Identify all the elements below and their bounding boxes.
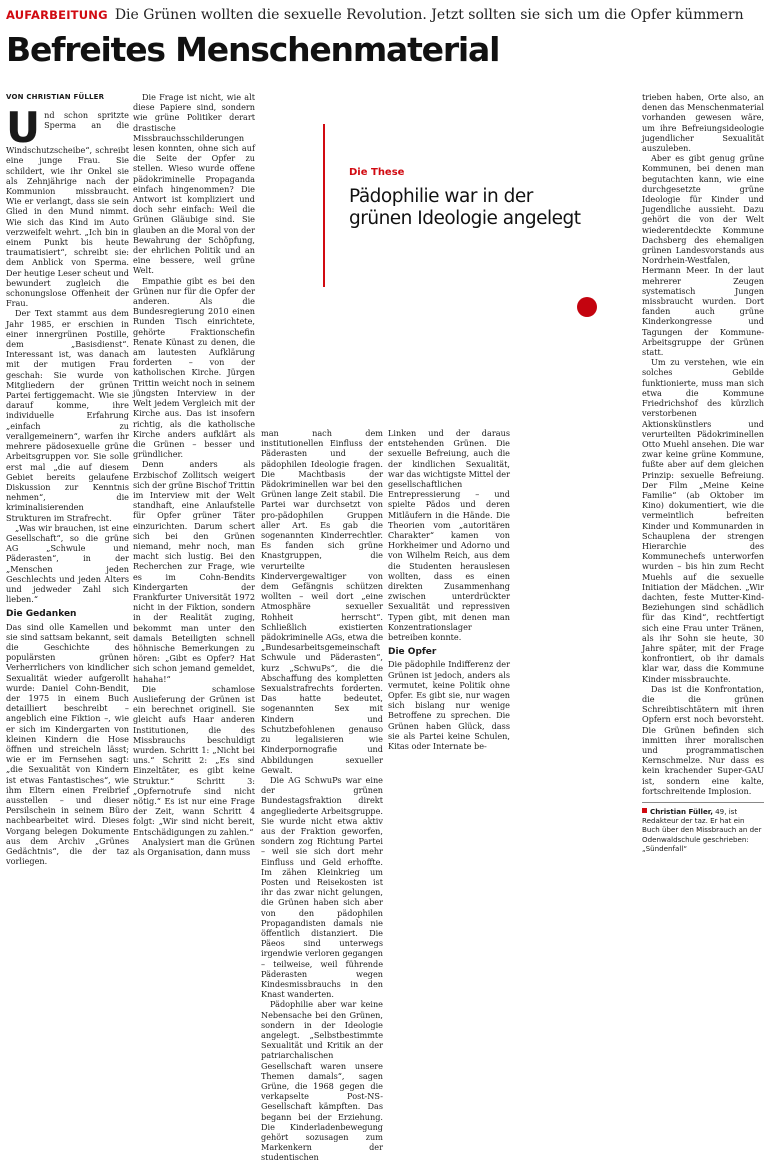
paragraph: Analysiert man die Grünen als Organisation, dann muss bbox=[133, 836, 255, 858]
author-divider bbox=[642, 802, 764, 803]
paragraph: Das sind olle Kamellen und sie sind sattsam bekannt, seit die Geschichte des populärsten grünen Verherrlichers von kindlicher Sexualität wieder aufgerollt wurde: Daniel Cohn-Bendit, der 1975 in einem Buch detailliert beschreibt – angeblich eine Fiktion –, wie er sich im Kindergarten von kleinen Kindern die Hose öffnen und streicheln lässt; wie er im Fernsehen sagt: „die Sexualität von Kindern ist etwas Fantastisches“, wie ihm Eltern einen Freibrief ausstellen – und dieser Persilschein in seinem Büro nachbearbeitet wird. Dieses Vorgang belegen Dokumente aus dem Archiv „Grünes Gedächtnis“, die der taz vorliegen. bbox=[6, 621, 129, 867]
thesis-kicker: Die These bbox=[349, 167, 405, 178]
column-1 bbox=[6, 92, 129, 867]
paragraph: Denn anders als Erzbischof Zollitsch weigert sich der grüne Bischof Trittin im Interview mit der Welt standhaft, eine Anlaufstelle für Opfer grüner Täter einzurichten. Darum schert sich bei den Grünen niemand, mehr noch, man macht sich lustig. Bei den Recherchen zur Frage, wie es im Cohn-Bendits Kindergarten der Frankfurter Universität 1972 nicht in der Fiktion, sondern in der Realität zuging, bekommt man unter den damals Beteiligten schnell höhnische Bemerkungen zu hören: „Gibt es Opfer? Hat sich schon jemand gemeldet, hahaha!“ bbox=[133, 459, 255, 684]
paragraph: Und schon spritzte Sperma an die Windschutzscheibe“, schreibt eine junge Frau. Sie schildert, wie ihr Onkel sie als Zehnjährige nach der Kommunion missbraucht. Wie er verlangt, dass sie sein Glied in den Mund nimmt. Wie sich das Kind im Auto verzweifelt wehrt. „Ich bin in einem Punkt bis heute traumatisiert“, schreibt sie: dem Anblick von Sperma. Der heutige Leser scheut und bewundert zugleich die schonungslose Offenheit der Frau. bbox=[6, 103, 129, 309]
paragraph: Aber es gibt genug grüne Kommunen, bei denen man begutachten kann, wie eine durchgesetzte grüne Ideologie für Kinder und Jugendliche aussieht. Dazu gehört die von der Welt wiederentdeckte Kommune Dachsberg des ehemaligen grünen Landesvorstands aus Nordrhein-Westfalen, Hermann Meer. In der laut mehrerer Zeugen systematisch Jungen missbraucht wurden. Dort fanden auch grüne Kinderkongresse und Tagungen der Kommune-Arbeitsgruppe der Grünen statt. bbox=[642, 153, 764, 358]
paragraph: Um zu verstehen, wie ein solches Gebilde funktionierte, muss man sich etwa die Kommune Friedrichshof des kürzlich verstorbenen Aktionskünstlers und verurteilten Pädokriminellen Otto Muehl ansehen. Die war zwar keine grüne Kommune, fußte aber auf dem gleichen Prinzip: sexuelle Befreiung. Der Film „Meine Keine Familie“ (ab Oktober im Kino) dokumentiert, wie die vermeintlich befreiten Kinder und Kommunarden in Schauplena der strengen Hierarchie des Kommunechefs unterworfen wurden – bis hin zum Recht Muehls auf die sexuelle Initiation der Mädchen. „Wir dachten, feste Mutter-Kind-Beziehungen sind schädlich für das Kind“, rechtfertigt sich eine Frau unter Tränen, als ihr Sohn sie heute, 30 Jahre später, mit der Frage konfrontiert, ob ihr damals klar war, dass die Kommune Kinder missbrauchte. bbox=[642, 357, 764, 684]
thesis-title: Pädophilie war in der grünen Ideologie angelegt bbox=[349, 186, 581, 229]
paragraph: Die Frage ist nicht, wie alt diese Papiere sind, sondern wie grüne Politiker derart drastische Missbrauchsschilderungen lesen konnten, ohne sich auf die Seite der Opfer zu stellen. Wieso wurde offene pädokriminelle Propaganda einfach hingenommen? Die Antwort ist kompliziert und doch sehr einfach: Weil die Grünen Gläubige sind. Sie glauben an die Moral von der Bewahrung der Schöpfung, der ehrlichen Politik und an eine bessere, weil grüne Welt. bbox=[133, 92, 255, 276]
section-heading: Die Gedanken bbox=[6, 609, 77, 620]
author-bio: 49, ist Redakteur der taz. Er hat ein Buch über den Missbrauch an der Odenwaldschule geschrieben: „Sündenfall“ bbox=[642, 807, 762, 853]
paragraph: „Was wir brauchen, ist eine Gesellschaft“, so die grüne AG „Schwule und Päderasten“, in der „Menschen jeden Geschlechts und jeden Alters und jedweder Zahl sich lieben.“ bbox=[6, 522, 129, 605]
square-bullet-icon bbox=[642, 808, 647, 813]
header-line bbox=[6, 4, 766, 24]
paragraph: Die pädophile Indifferenz der Grünen ist jedoch, anders als vermutet, keine Politik ohne Opfer. Es gibt sie, nur wagen sich bislang nur wenige Betroffene zu sprechen. Die Grünen haben Glück, dass sie als Partei keine Schulen, Kitas oder Internate be- bbox=[388, 659, 510, 752]
column-2 bbox=[133, 92, 255, 858]
subheadline: Die Grünen wollten die sexuelle Revolution. Jetzt sollten sie sich um die Opfer kümmern bbox=[114, 7, 744, 23]
thesis-rule bbox=[323, 124, 325, 287]
column-3 bbox=[261, 428, 383, 1163]
section-heading: Die Opfer bbox=[388, 647, 437, 658]
paragraph: Die AG SchwuPs war eine der grünen Bundestagsfraktion direkt angegliederte Arbeitsgruppe. Sie wurde nicht etwa aktiv aus der Fraktion geworfen, sondern zog Richtung Partei – weil sie sich dort mehr Einfluss und Geld erhoffte. Im zähen Kleinkrieg um Posten und Reisekosten ist ihr das zwar nicht gelungen, die Grünen haben sich aber von den pädophilen Propagandisten damals nie öffentlich distanziert. Die Päeos sind unterwegs irgendwie verloren gegangen – teilweise, weil führende Päderasten wegen Kindesmissbrauchs in den Knast wanderten. bbox=[261, 774, 383, 1000]
headline: Befreites Menschenmaterial bbox=[6, 30, 500, 69]
paragraph: man nach dem institutionellen Einfluss der Päderasten und der pädophilen Ideologie fragen. Die Machtbasis der Pädokriminellen war bei den Grünen lange Zeit stabil. Die Partei war durchsetzt von pro-pädophilen Gruppen aller Art. Es gab die sogenannten Kinderrechtler. Es fanden sich grüne Knastgruppen, die verurteilte Kindervergewaltiger von dem Gefängnis schützen wollten – weil dort „eine Atmosphäre sexueller Rohheit herrscht“. Schließlich existierten pädokriminelle AGs, etwa die „Bundesarbeitsgemeinschaft Schwule und Päderasten“, kurz „SchwuPs“, die die Abschaffung des kompletten Sexualstrafrechts forderten. Das hatte bedeutet, sogenannten Sex mit Kindern und Schutzbefohlenen genauso zu legalisieren wie Kinderpornografie und Abbildungen sexueller Gewalt. bbox=[261, 428, 383, 775]
paragraph: Pädophilie aber war keine Nebensache bei den Grünen, sondern in der Ideologie angelegt. „Selbstbestimmte Sexualität und Kritik an der patriarchalischen Gesellschaft waren unsere Themen damals“, sagen Grüne, die 1968 gegen die verkapselte Post-NS-Gesellschaft kämpften. Das begann bei der Erziehung. Die Kinderladenbewegung gehört sozusagen zum Markenkern der studentischen bbox=[261, 999, 383, 1163]
paragraph: Linken und der daraus entstehenden Grünen. Die sexuelle Befreiung, auch die der kindlichen Sexualität, war das wichtigste Mittel der gesellschaftlichen Entrepressierung – und spielte Pädos und deren Mitläufern in die Hände. Die Theorien vom „autoritären Charakter“ kamen von Horkheimer und Adorno und von Wilhelm Reich, aus dem die Studenten herauslesen wollten, dass es einen direkten Zusammenhang zwischen unterdrückter Sexualität und repressiven Typen gibt, mit denen man Konzentrationslager betreiben konnte. bbox=[388, 428, 510, 643]
paragraph: Empathie gibt es bei den Grünen nur für die Opfer der anderen. Als die Bundesregierung 2010 einen Runden Tisch einrichtete, gehörte Fraktionschefin Renate Künast zu denen, die am lautesten Aufklärung forderten – von der katholischen Kirche. Jürgen Trittin weicht noch in seinem jüngsten Interview in der Welt jedem Vergleich mit der Kirche aus. Das ist insofern richtig, als die katholische Kirche anders aufklärt als die Grünen – besser und gründlicher. bbox=[133, 275, 255, 460]
paragraph: trieben haben, Orte also, an denen das Menschenmaterial vorhanden gewesen wäre, um ihre Befreiungsideologie jugendlicher Sexualität auszuleben. bbox=[642, 92, 764, 154]
column-4 bbox=[388, 428, 510, 752]
paragraph: Die schamlose Auslieferung der Grünen ist ein berechnet originell. Sie gleicht aufs Haar anderen Institutionen, die des Missbrauchs beschuldigt wurden. Schritt 1: „Nicht bei uns.“ Schritt 2: „Es sind Einzeltäter, es gibt keine Struktur.“ Schritt 3: „Opfernotrufe sind nicht nötig.“ Es ist nur eine Frage der Zeit, wann Schritt 4 folgt: „Wir sind nicht bereit, Entschädigungen zu zahlen.“ bbox=[133, 683, 255, 837]
red-dot bbox=[577, 297, 597, 317]
author-name: Christian Füller, bbox=[650, 807, 713, 817]
paragraph: Der Text stammt aus dem Jahr 1985, er erschien in einer innergrünen Postille, dem „Basisdienst“. Interessant ist, was danach mit der mutigen Frau geschah: Sie wurde von Mitgliedern der grünen Partei fertiggemacht. Wie sie darauf komme, ihre individuelle Erfahrung „einfach zu verallgemeinern“, warfen ihr mehrere pädosexuelle grüne Arbeitsgruppen vor. Sie solle erst mal „die auf diesem Gebiet bereits gelaufene Diskussion zur Kenntnis nehmen“, die kriminalisierenden Strukturen im Strafrecht. bbox=[6, 308, 129, 523]
byline: VON CHRISTIAN FÜLLER bbox=[6, 93, 105, 101]
kicker: AUFARBEITUNG bbox=[6, 8, 108, 22]
column-5 bbox=[642, 92, 764, 853]
paragraph: Das ist die Konfrontation, die die grünen Schreibtischtätern mit ihren Opfern erst noch bevorsteht. Die Grünen befinden sich inmitten ihrer moralischen und programmatischen Kernschmelze. Nur dass es kein krachender Super-GAU ist, sondern eine kalte, fortschreitende Implosion. bbox=[642, 683, 764, 796]
author-note bbox=[642, 807, 764, 853]
dropcap: U bbox=[6, 103, 41, 153]
